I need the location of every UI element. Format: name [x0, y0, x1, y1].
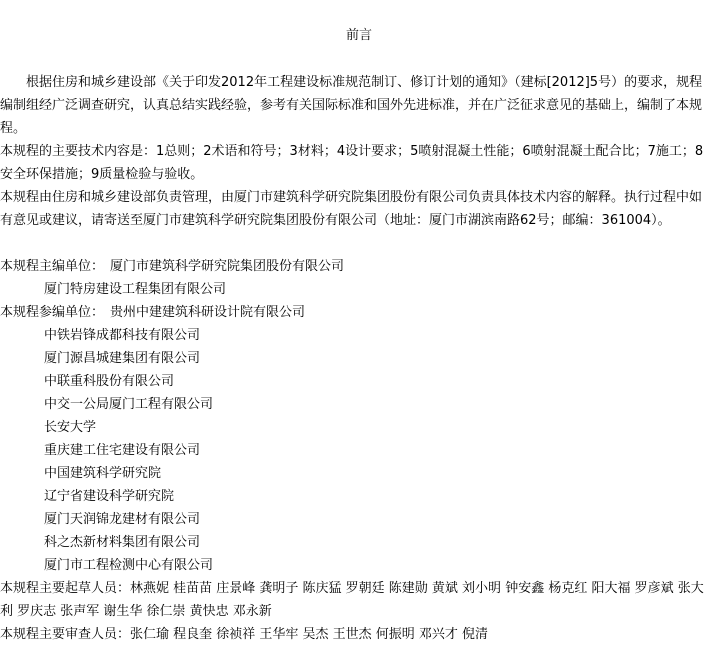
- participant-unit-item: 辽宁省建设科学研究院: [44, 489, 175, 504]
- chief-unit-item: 厦门特房建设工程集团有限公司: [44, 282, 227, 297]
- page-title: 前言: [345, 28, 372, 43]
- chief-units-label: 本规程主编单位：: [0, 259, 105, 274]
- participant-units-row: [0, 301, 305, 324]
- participant-unit-item: 科之杰新材料集团有限公司: [44, 535, 201, 550]
- participant-unit-item: 中国建筑科学研究院: [44, 466, 162, 481]
- participant-unit-item: 中联重科股份有限公司: [44, 374, 175, 389]
- management-paragraph: 本规程由住房和城乡建设部负责管理，由厦门市建筑科学研究院集团股份有限公司负责具体技术内容的解释。执行过程中如有意见或建议，请寄送至厦门市建筑科学研究院集团股份有限公司（地址：厦门市湖滨南路62号；邮编：361004）。: [0, 190, 703, 228]
- chief-unit-item: 厦门市建筑科学研究院集团股份有限公司: [110, 259, 345, 274]
- participant-unit-item: 厦门天润锦龙建材有限公司: [44, 512, 201, 527]
- participant-unit-item: 厦门源昌城建集团有限公司: [44, 351, 201, 366]
- chief-units-row: [0, 255, 344, 278]
- participant-unit-item: 中交一公局厦门工程有限公司: [44, 397, 214, 412]
- contents-paragraph: 本规程的主要技术内容是：1总则；2术语和符号；3材料；4设计要求；5喷射混凝土性能；6喷射混凝土配合比；7施工；8安全环保措施；9质量检验与验收。: [0, 144, 704, 182]
- participant-unit-item: 贵州中建建筑科研设计院有限公司: [110, 305, 306, 320]
- drafters-paragraph: 本规程主要起草人员：林燕妮 桂苗苗 庄景峰 龚明子 陈庆猛 罗朝廷 陈建勋 黄斌 刘小明 钟安鑫 杨克红 阳大福 罗彦斌 张大利 罗庆志 张声军 谢生华 徐仁崇 黄快忠 邓永新: [0, 581, 704, 619]
- reviewers-paragraph: 本规程主要审查人员：张仁瑜 程良奎 徐祯祥 王华牢 吴杰 王世杰 何振明 邓兴才 倪清: [0, 627, 489, 642]
- participant-units-label: 本规程参编单位：: [0, 305, 105, 320]
- participant-unit-item: 厦门市工程检测中心有限公司: [44, 558, 214, 573]
- participant-unit-item: 长安大学: [44, 420, 97, 435]
- participant-unit-item: 重庆建工住宅建设有限公司: [44, 443, 201, 458]
- participant-unit-item: 中铁岩锋成都科技有限公司: [44, 328, 201, 343]
- intro-paragraph: 根据住房和城乡建设部《关于印发2012年工程建设标准规范制订、修订计划的通知》（建标[2012]5号）的要求，规程编制组经广泛调查研究，认真总结实践经验，参考有关国际标准和国外先进标准，并在广泛征求意见的基础上，编制了本规程。: [0, 75, 703, 136]
